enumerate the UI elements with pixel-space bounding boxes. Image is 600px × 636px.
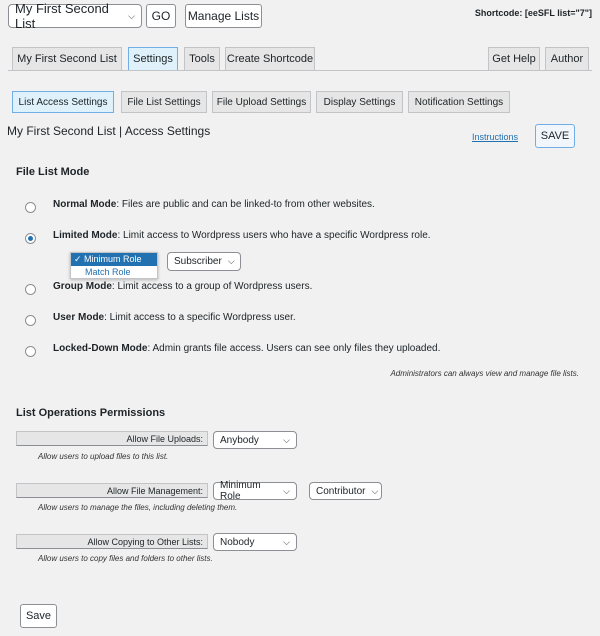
role-select-value: Subscriber <box>174 256 222 267</box>
file-list-mode-heading: File List Mode <box>16 166 90 178</box>
normal-mode-radio[interactable] <box>25 202 36 213</box>
manage-lists-button[interactable]: Manage Lists <box>185 4 262 28</box>
role-select[interactable] <box>167 252 241 271</box>
shortcode-text: Shortcode: [eeSFL list="7"] <box>474 8 592 18</box>
tab-settings[interactable]: Settings <box>128 47 178 70</box>
role-option-match[interactable]: Match Role <box>85 267 131 277</box>
allow-uploads-desc: Allow users to upload files to this list. <box>38 452 169 461</box>
allow-copying-value: Nobody <box>220 536 255 548</box>
tab-list-name[interactable]: My First Second List <box>12 47 122 70</box>
list-select-value: My First Second List <box>15 1 109 31</box>
role-dropdown-menu[interactable] <box>70 252 158 279</box>
subtab-file-list[interactable]: File List Settings <box>121 91 207 113</box>
allow-copying-select[interactable] <box>213 533 297 551</box>
allow-management-value: Minimum Role <box>220 480 261 502</box>
list-select[interactable] <box>8 1 142 31</box>
role-option-minimum[interactable]: ✓ Minimum Role <box>71 253 157 266</box>
normal-mode-label: Normal Mode: Files are public and can be linked-to from other websites. <box>53 199 375 210</box>
instructions-link[interactable]: Instructions <box>472 132 519 142</box>
admin-note: Administrators can always view and manage file lists. <box>390 369 579 378</box>
chevron-down-icon: ⌵ <box>227 256 235 266</box>
group-mode-radio[interactable] <box>25 284 36 295</box>
permissions-heading: List Operations Permissions <box>16 407 166 419</box>
tab-get-help[interactable]: Get Help <box>488 47 540 70</box>
allow-management-desc: Allow users to manage the files, including deleting them. <box>38 503 238 512</box>
locked-down-mode-label: Locked-Down Mode: Admin grants file access. Users can see only files they uploaded. <box>53 343 441 354</box>
allow-uploads-select[interactable] <box>213 431 297 449</box>
save-top-button[interactable]: SAVE <box>535 124 575 148</box>
allow-uploads-label: Allow File Uploads: <box>16 431 208 446</box>
save-bottom-button[interactable]: Save <box>20 604 57 628</box>
chevron-down-icon: ⌵ <box>371 485 379 496</box>
management-role-select[interactable] <box>309 482 382 500</box>
tab-create-shortcode[interactable]: Create Shortcode <box>225 47 315 70</box>
subtab-display[interactable]: Display Settings <box>316 91 403 113</box>
allow-management-label: Allow File Management: <box>16 483 208 498</box>
tabs-divider <box>8 70 592 71</box>
management-role-value: Contributor <box>316 485 366 497</box>
limited-mode-label: Limited Mode: Limit access to Wordpress users who have a specific Wordpress role. <box>53 230 431 241</box>
group-mode-label: Group Mode: Limit access to a group of Wordpress users. <box>53 281 313 292</box>
tab-author[interactable]: Author <box>545 47 589 70</box>
chevron-down-icon: ⌵ <box>283 485 290 496</box>
chevron-down-icon: ⌵ <box>283 434 290 445</box>
locked-down-mode-radio[interactable] <box>25 346 36 357</box>
page-title: My First Second List | Access Settings <box>7 124 211 138</box>
chevron-down-icon: ⌵ <box>128 10 135 21</box>
subtab-list-access[interactable]: List Access Settings <box>12 91 114 113</box>
allow-management-select[interactable] <box>213 482 297 500</box>
allow-copying-label: Allow Copying to Other Lists: <box>16 534 208 549</box>
allow-copying-desc: Allow users to copy files and folders to other lists. <box>38 554 213 563</box>
user-mode-label: User Mode: Limit access to a specific Wordpress user. <box>53 312 296 323</box>
limited-mode-radio[interactable] <box>25 233 36 244</box>
tab-tools[interactable]: Tools <box>184 47 220 70</box>
user-mode-radio[interactable] <box>25 315 36 326</box>
subtab-file-upload[interactable]: File Upload Settings <box>212 91 311 113</box>
chevron-down-icon: ⌵ <box>283 536 290 547</box>
subtab-notification[interactable]: Notification Settings <box>408 91 510 113</box>
go-button[interactable]: GO <box>146 4 176 28</box>
allow-uploads-value: Anybody <box>220 434 259 446</box>
